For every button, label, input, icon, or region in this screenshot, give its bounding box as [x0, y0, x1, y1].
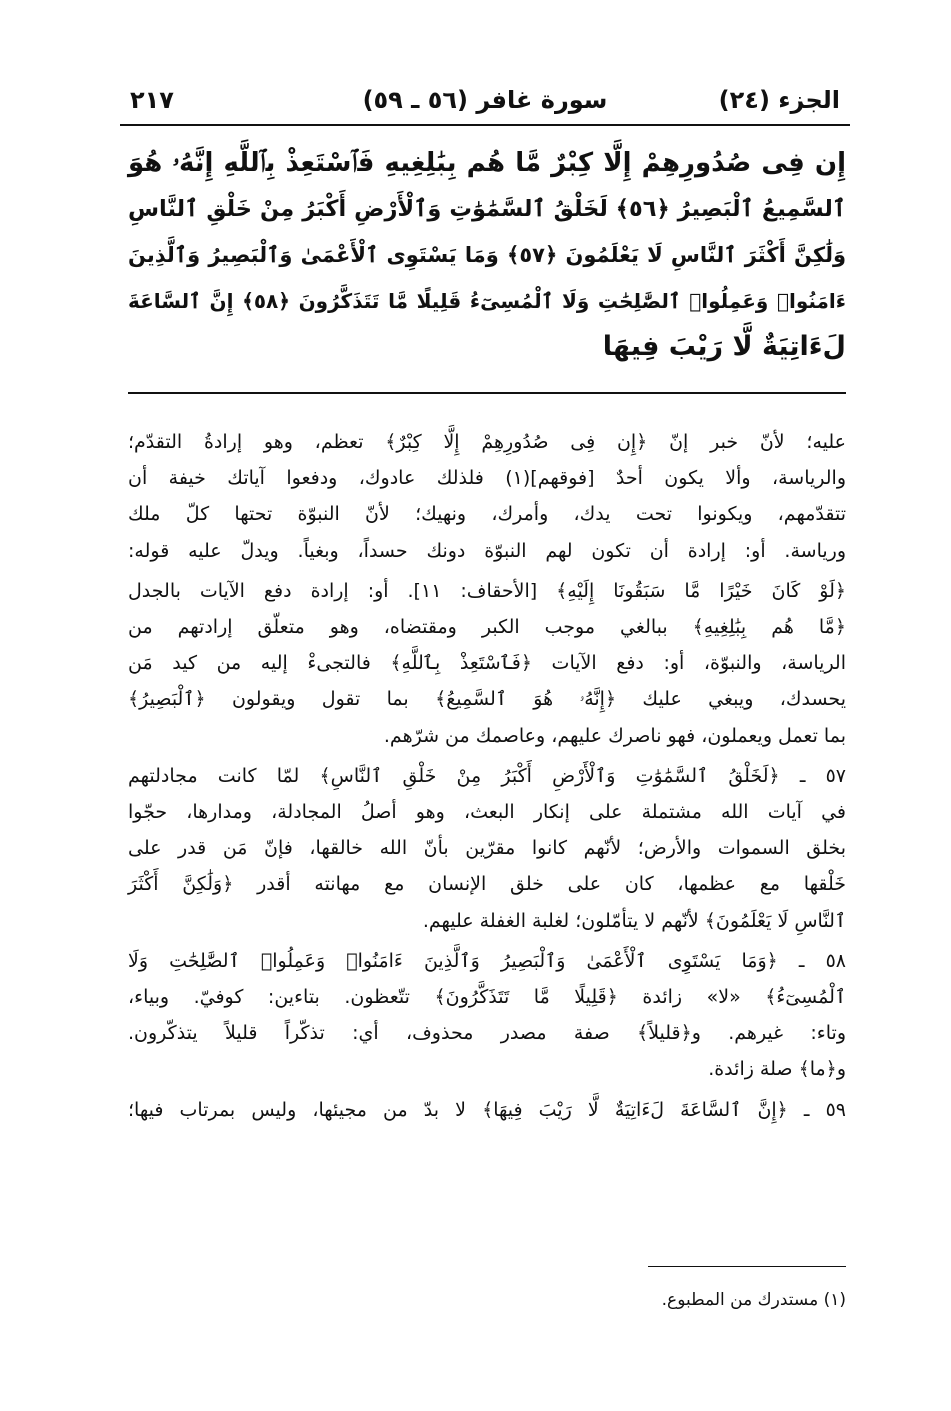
footnote-rule [648, 1266, 846, 1267]
footnote: (١) مستدرك من المطبوع. [661, 1290, 846, 1310]
commentary-line: تتقدّمهم، ويكونوا تحت يدك، وأمرك، ونهيك؛ لأنّ النبوّة تحتها كلّ ملك [128, 503, 846, 526]
commentary-paragraph [128, 573, 846, 754]
commentary-line: خَلْقها مع عظمها، كان على خلق الإنسان مع مهانته أقدر ﴿وَلَٰكِنَّ أَكْثَرَ [128, 873, 846, 896]
commentary-line: ٥٧ ـ ﴿لَخَلْقُ ٱلسَّمَٰوَٰتِ وَٱلْأَرْضِ أَكْبَرُ مِنْ خَلْقِ ٱلنَّاسِ﴾ لمّا كانت مجادلتهم [128, 764, 846, 787]
commentary-line: بخلق السموات والأرض؛ لأنّهم كانوا مقرّين بأنّ الله خالقها، فإنّ مَن قدر على [128, 837, 846, 860]
commentary-line: يحسدك، ويبغي عليك ﴿إِنَّهُۥ هُوَ ٱلسَّمِيعُ﴾ بما تقول ويقولون ﴿ٱلْبَصِيرُ﴾ [128, 688, 846, 711]
commentary [128, 424, 846, 1132]
quran-line: إِن فِى صُدُورِهِمْ إِلَّا كِبْرٌ مَّا هُم بِبَٰلِغِيهِ فَٱسْتَعِذْ بِٱللَّهِ إِنَّهُۥ هُوَ [128, 148, 846, 178]
juz-label: الجزء (٢٤) [718, 86, 840, 114]
commentary-line: والرياسة، وألا يكون أحدٌ [فوقهم](١) فلذلك عادوك، ودفعوا آياتك خيفة أن [128, 467, 846, 490]
commentary-line: ورياسة. أو: إرادة أن تكون لهم النبوّة دونك حسداً، وبغياً. ويدلّ عليه قوله: [128, 539, 846, 562]
commentary-line: وتاء: غيرهم. و﴿قليلاً﴾ صفة مصدر محذوف، أي: تذكّراً قليلاً يتذكّرون. [128, 1022, 846, 1045]
commentary-line: ٱلْمُسِىٓءُ﴾ «لا» زائدة ﴿قَلِيلًا مَّا تَتَذَكَّرُونَ﴾ تتّعظون. بتاءين: كوفيّ. وبياء، [128, 986, 846, 1009]
commentary-line: في آيات الله مشتملة على إنكار البعث، وهو أصلُ المجادلة، ومدارها، حجّوا [128, 801, 846, 824]
quran-line: وَلَٰكِنَّ أَكْثَرَ ٱلنَّاسِ لَا يَعْلَمُونَ ﴿٥٧﴾ وَمَا يَسْتَوِى ٱلْأَعْمَىٰ وَٱلْبَصِيرُ وَٱلَّذِينَ [128, 243, 847, 267]
commentary-paragraph [128, 1092, 846, 1128]
header-rule [120, 124, 850, 126]
commentary-paragraph [128, 943, 846, 1088]
commentary-line: ٥٨ ـ ﴿وَمَا يَسْتَوِى ٱلْأَعْمَىٰ وَٱلْبَصِيرُ وَٱلَّذِينَ ءَامَنُوا۟ وَعَمِلُوا۟ ٱلصَّٰلِحَٰتِ وَلَا [128, 949, 846, 972]
commentary-line: الرياسة، والنبوّة، أو: دفع الآيات ﴿فَٱسْتَعِذْ بِٱللَّهِ﴾ فالتجىءْ إليه من كيد مَن [128, 652, 846, 675]
commentary-paragraph [128, 424, 846, 569]
commentary-line: ﴿لَوْ كَانَ خَيْرًا مَّا سَبَقُونَا إِلَيْهِ﴾ [الأحقاف: ١١]. أو: إرادة دفع الآيات بالجدل [128, 579, 847, 602]
commentary-line: عليه؛ لأنّ خبر إنّ ﴿إِن فِى صُدُورِهِمْ إِلَّا كِبْرٌ﴾ تعظم، وهو إرادةُ التقدّم؛ [128, 431, 846, 453]
page-number: ٢١٧ [130, 86, 174, 114]
page-header [120, 76, 850, 126]
quran-line: ءَامَنُوا۟ وَعَمِلُوا۟ ٱلصَّٰلِحَٰتِ وَلَا ٱلْمُسِىٓءُ قَلِيلًا مَّا تَتَذَكَّرُونَ ﴿٥٨﴾ إِنَّ ٱلسَّاعَةَ [128, 289, 846, 313]
quran-line: ٱلسَّمِيعُ ٱلْبَصِيرُ ﴿٥٦﴾ لَخَلْقُ ٱلسَّمَٰوَٰتِ وَٱلْأَرْضِ أَكْبَرُ مِنْ خَلْقِ ٱلنَّاسِ [128, 196, 846, 222]
surah-title: سورة غافر (٥٦ ـ ٥٩) [362, 86, 608, 114]
commentary-line: ٱلنَّاسِ لَا يَعْلَمُونَ﴾ لأنّهم لا يتأمّلون؛ لغلبة الغفلة عليهم. [422, 909, 846, 932]
commentary-paragraph [128, 758, 846, 939]
commentary-line: و﴿ما﴾ صلة زائدة. [708, 1058, 846, 1081]
commentary-line: ﴿مَّا هُم بِبَٰلِغِيهِ﴾ ببالغي موجب الكبر ومقتضاه، وهو متعلّق إرادتهم من [128, 616, 846, 639]
commentary-line: ٥٩ ـ ﴿إِنَّ ٱلسَّاعَةَ لَءَاتِيَةٌ لَّا رَيْبَ فِيهَا﴾ لا بدّ من مجيئها، وليس بمرتاب فيها؛ [128, 1098, 846, 1121]
commentary-line: بما تعمل ويعملون، فهو ناصرك عليهم، وعاصمك من شرّهم. [383, 724, 846, 747]
quran-line-last: لَءَاتِيَةٌ لَّا رَيْبَ فِيهَا [602, 331, 846, 362]
section-divider [128, 392, 846, 394]
quran-text [128, 140, 846, 370]
